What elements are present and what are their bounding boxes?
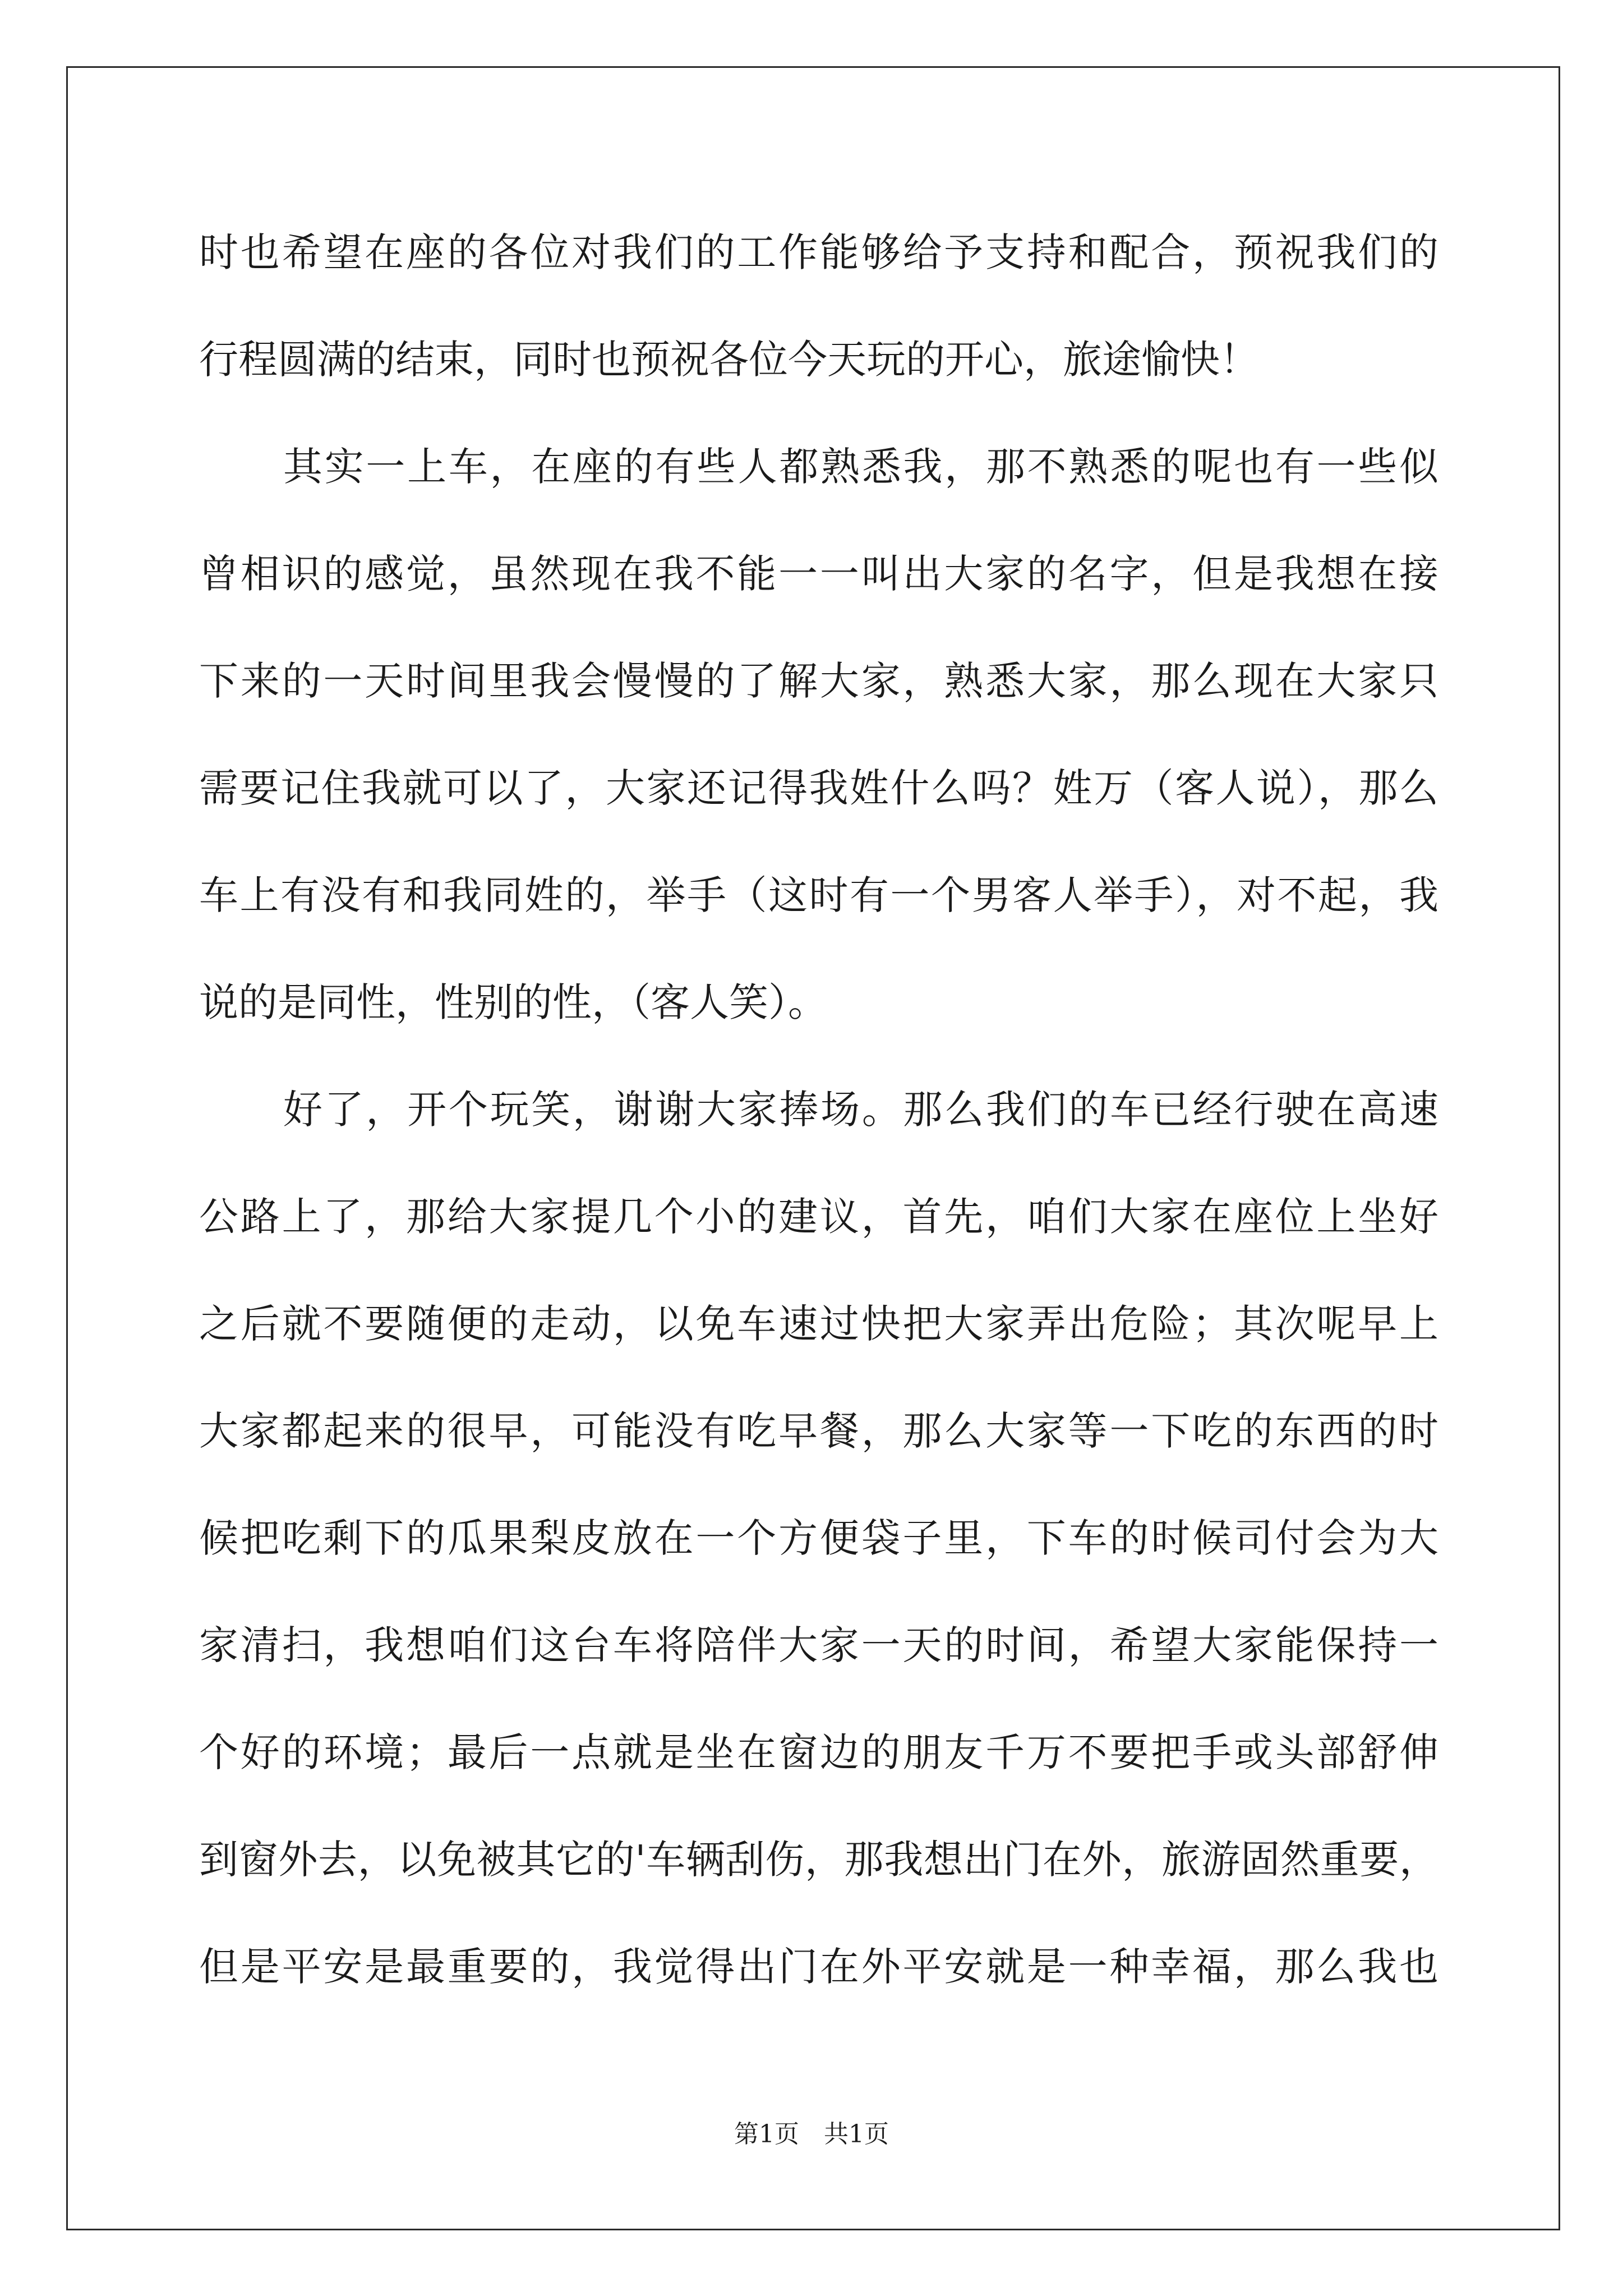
page-number: 第1页: [734, 2120, 799, 2148]
text-line: 候把吃剩下的瓜果梨皮放在一个方便袋子里，下车的时候司付会为大: [199, 1515, 1438, 1561]
text-line: 但是平安是最重要的，我觉得出门在外平安就是一种幸福，那么我也: [199, 1944, 1438, 1990]
text-line: 公路上了，那给大家提几个小的建议，首先，咱们大家在座位上坐好: [199, 1194, 1438, 1240]
text-line: 下来的一天时间里我会慢慢的了解大家，熟悉大家，那么现在大家只: [199, 658, 1438, 704]
text-line: 好了，开个玩笑，谢谢大家捧场。那么我们的车已经行驶在高速: [283, 1087, 1438, 1133]
text-line: 时也希望在座的各位对我们的工作能够给予支持和配合，预祝我们的: [199, 229, 1438, 275]
text-line: 车上有没有和我同姓的，举手（这时有一个男客人举手），对不起，我: [199, 872, 1438, 918]
text-line: 之后就不要随便的走动，以免车速过快把大家弄出危险；其次呢早上: [199, 1301, 1438, 1347]
text-line: 需要记住我就可以了，大家还记得我姓什么吗？姓万（客人说），那么: [199, 765, 1438, 811]
text-line: 其实一上车，在座的有些人都熟悉我，那不熟悉的呢也有一些似: [283, 444, 1438, 490]
text-line: 个好的环境；最后一点就是坐在窗边的朋友千万不要把手或头部舒伸: [199, 1729, 1438, 1775]
text-line: 家清扫，我想咱们这台车将陪伴大家一天的时间，希望大家能保持一: [199, 1622, 1438, 1668]
text-line: 大家都起来的很早，可能没有吃早餐，那么大家等一下吃的东西的时: [199, 1408, 1438, 1454]
page-total: 共1页: [824, 2120, 889, 2148]
text-line: 说的是同性，性别的性，（客人笑）。: [199, 979, 827, 1025]
document-body: [199, 213, 1438, 2035]
page-footer: [0, 2119, 1623, 2150]
text-line: 行程圆满的结束，同时也预祝各位今天玩的开心，旅途愉快！: [199, 337, 1259, 383]
text-line: 到窗外去，以免被其它的'车辆刮伤，那我想出门在外，旅游固然重要，: [199, 1837, 1438, 1883]
text-line: 曾相识的感觉，虽然现在我不能一一叫出大家的名字，但是我想在接: [199, 551, 1438, 597]
